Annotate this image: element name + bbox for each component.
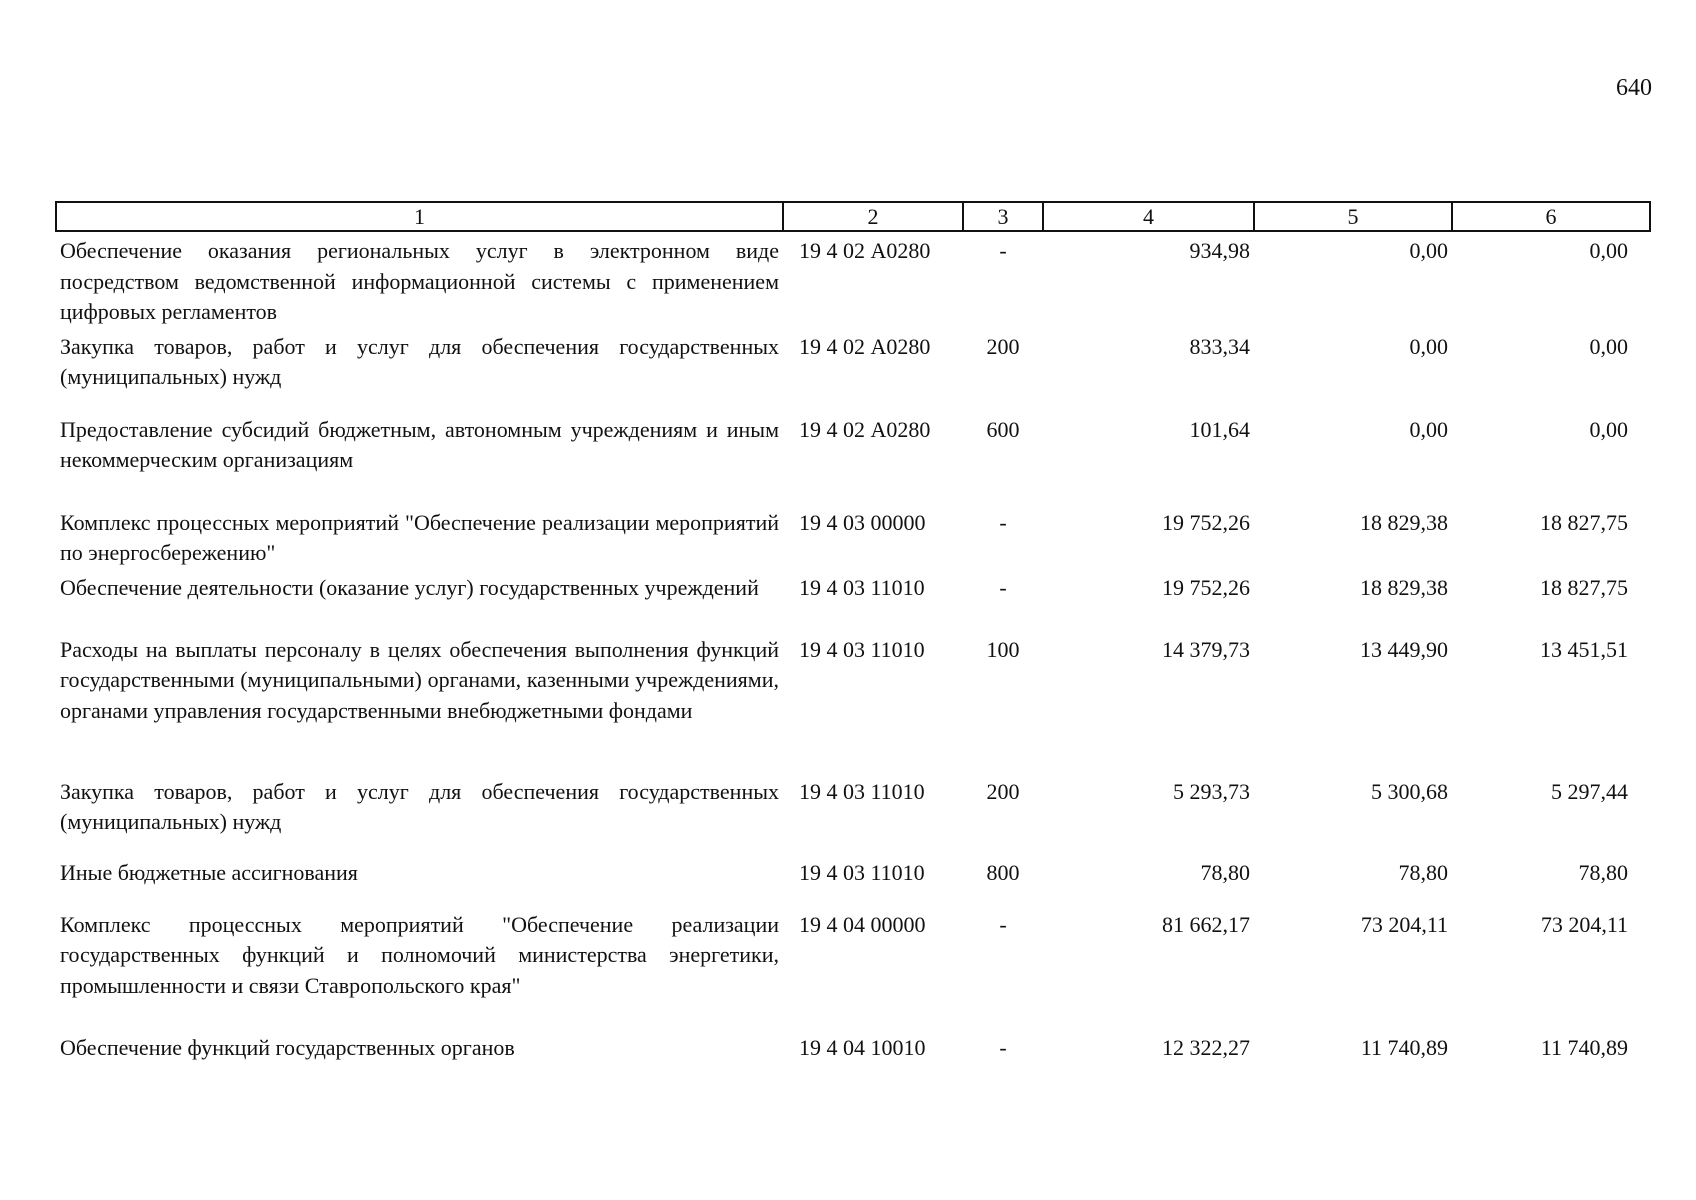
row-name: Обеспечение функций государственных органов	[60, 1034, 515, 1060]
row-name: Расходы на выплаты персоналу в целях обеспечения выполнения функций государственными (муниципальными) органами, казенными учреждениями, органами управления государственными внебюджетными фондами	[60, 636, 779, 723]
row-expense-type: -	[999, 509, 1007, 535]
row-value-col5: 18 829,38	[1360, 509, 1448, 535]
table-row	[56, 906, 1650, 1029]
row-code: 19 4 03 00000	[799, 509, 926, 535]
row-value-col4: 833,34	[1189, 333, 1250, 359]
row-expense-type: -	[999, 1034, 1007, 1060]
page-number: 640	[1616, 75, 1652, 101]
table-body	[56, 231, 1650, 1069]
table-row	[56, 569, 1650, 631]
row-code: 19 4 03 11010	[799, 636, 925, 662]
row-value-col5: 11 740,89	[1360, 1034, 1448, 1060]
row-code: 19 4 04 00000	[799, 911, 926, 937]
row-code: 19 4 03 11010	[799, 778, 925, 804]
column-header-6: 6	[1452, 202, 1650, 231]
row-name: Закупка товаров, работ и услуг для обеспечения государственных (муниципальных) нужд	[60, 333, 779, 389]
row-value-col4: 12 322,27	[1162, 1034, 1250, 1060]
column-header-2: 2	[783, 202, 963, 231]
row-expense-type: 600	[986, 416, 1020, 442]
table-row	[56, 411, 1650, 504]
row-name: Предоставление субсидий бюджетным, автономным учреждениям и иным некоммерческим организациям	[60, 416, 779, 472]
table-row	[56, 631, 1650, 773]
row-value-col4: 101,64	[1189, 416, 1250, 442]
row-name: Комплекс процессных мероприятий "Обеспечение реализации государственных функций и полномочий министерства энергетики, промышленности и связи Ставропольского края"	[60, 911, 779, 998]
row-value-col6: 5 297,44	[1551, 778, 1628, 804]
row-value-col5: 5 300,68	[1371, 778, 1448, 804]
row-name: Иные бюджетные ассигнования	[60, 859, 358, 885]
row-code: 19 4 02 А0280	[799, 333, 931, 359]
table-row	[56, 231, 1650, 328]
row-value-col6: 18 827,75	[1540, 574, 1628, 600]
row-value-col5: 73 204,11	[1360, 911, 1448, 937]
row-code: 19 4 02 А0280	[799, 238, 931, 263]
row-expense-type: 800	[986, 859, 1020, 885]
column-header-3: 3	[963, 202, 1043, 231]
row-code: 19 4 03 11010	[799, 859, 925, 885]
row-value-col6: 18 827,75	[1540, 509, 1628, 535]
row-value-col6: 0,00	[1589, 416, 1628, 442]
row-expense-type: -	[999, 911, 1007, 937]
row-value-col6: 11 740,89	[1540, 1034, 1628, 1060]
row-name: Закупка товаров, работ и услуг для обеспечения государственных (муниципальных) нужд	[60, 778, 779, 834]
row-value-col6: 0,00	[1589, 333, 1628, 359]
table-row	[56, 773, 1650, 854]
column-header-4: 4	[1043, 202, 1254, 231]
row-value-col6: 13 451,51	[1540, 636, 1628, 662]
row-expense-type: 200	[986, 333, 1020, 359]
table-row	[56, 328, 1650, 411]
row-expense-type: -	[999, 238, 1007, 263]
table-header	[56, 202, 1650, 231]
row-value-col6: 0,00	[1589, 238, 1628, 263]
row-value-col4: 5 293,73	[1173, 778, 1250, 804]
row-value-col5: 0,00	[1409, 238, 1448, 263]
row-value-col4: 78,80	[1200, 859, 1250, 885]
row-code: 19 4 02 А0280	[799, 416, 931, 442]
row-value-col4: 14 379,73	[1162, 636, 1250, 662]
budget-table	[55, 201, 1651, 1069]
table-row	[56, 504, 1650, 569]
column-header-5: 5	[1254, 202, 1452, 231]
table-row	[56, 1029, 1650, 1069]
row-expense-type: 200	[986, 778, 1020, 804]
row-value-col4: 81 662,17	[1162, 911, 1250, 937]
row-name: Комплекс процессных мероприятий "Обеспечение реализации мероприятий по энергосбережению"	[60, 509, 779, 565]
row-value-col5: 0,00	[1409, 333, 1448, 359]
row-value-col6: 73 204,11	[1540, 911, 1628, 937]
row-name: Обеспечение деятельности (оказание услуг) государственных учреждений	[60, 574, 759, 600]
row-value-col5: 18 829,38	[1360, 574, 1448, 600]
header-row	[56, 202, 1650, 231]
column-header-1: 1	[56, 202, 783, 231]
row-value-col4: 19 752,26	[1162, 574, 1250, 600]
row-value-col4: 934,98	[1189, 238, 1250, 263]
row-value-col5: 78,80	[1398, 859, 1448, 885]
row-code: 19 4 03 11010	[799, 574, 925, 600]
row-value-col4: 19 752,26	[1162, 509, 1250, 535]
row-name: Обеспечение оказания региональных услуг в электронном виде посредством ведомственной информационной системы с применением цифровых регламентов	[60, 238, 779, 324]
row-value-col6: 78,80	[1578, 859, 1628, 885]
row-value-col5: 0,00	[1409, 416, 1448, 442]
table-row	[56, 854, 1650, 906]
row-code: 19 4 04 10010	[799, 1034, 926, 1060]
row-expense-type: -	[999, 574, 1007, 600]
row-expense-type: 100	[986, 636, 1020, 662]
row-value-col5: 13 449,90	[1360, 636, 1448, 662]
